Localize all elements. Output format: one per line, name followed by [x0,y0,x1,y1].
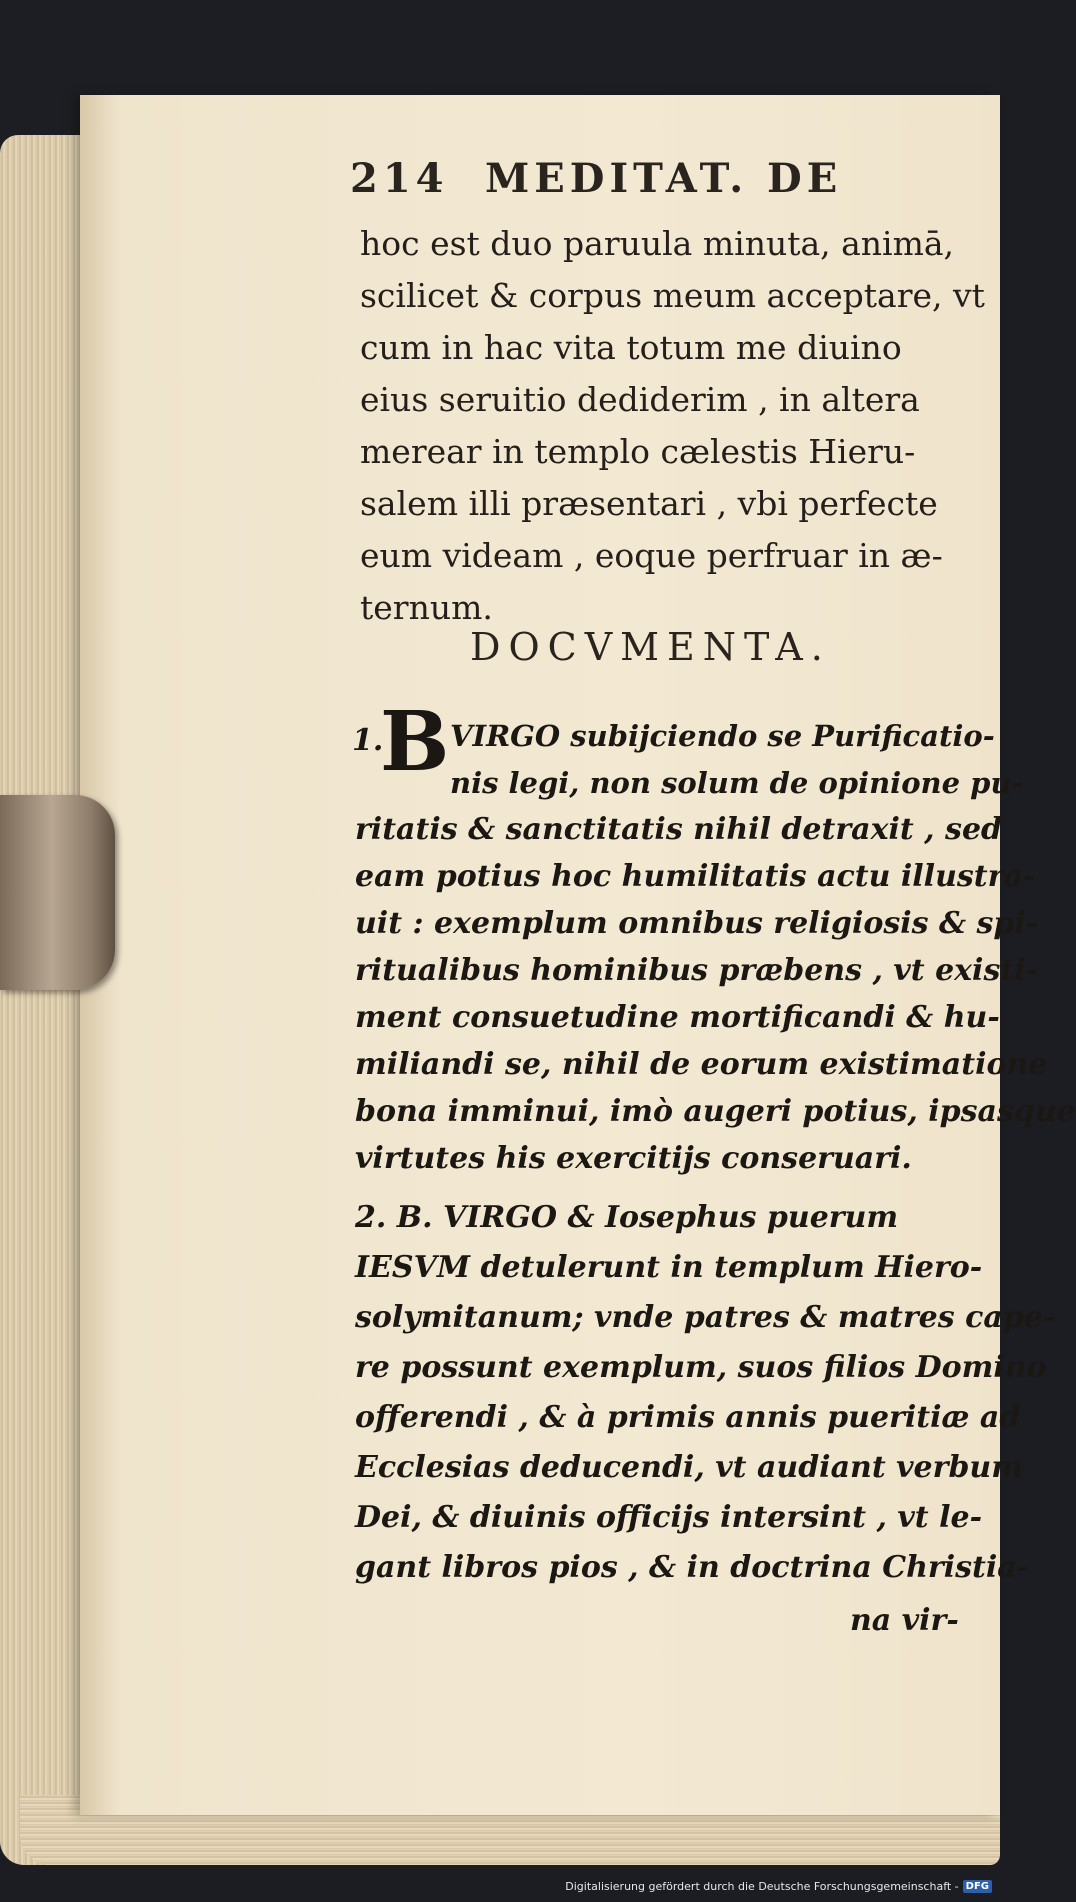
text-line: solymitanum; vnde patres & matres cape- [355,1300,1056,1335]
text-line: ritatis & sanctitatis nihil detraxit , sed [355,812,1003,847]
text-line: cum in hac vita totum me diuino [360,328,902,367]
text-line: miliandi se, nihil de eorum existimatione [355,1047,1048,1082]
catchword: na vir- [850,1603,959,1638]
page-number: 214 [350,155,449,202]
text-line: 2. B. VIRGO & Iosephus puerum [355,1200,899,1235]
text-line: uit : exemplum omnibus religiosis & spi- [355,906,1039,941]
drop-cap: B [380,694,450,790]
text-line: offerendi , & à primis annis pueritiæ ad [355,1400,1021,1435]
text-line: gant libros pios , & in doctrina Christia- [355,1550,1030,1585]
text-line: virtutes his exercitijs conseruari. [355,1141,912,1176]
text-line: Dei, & diuinis officijs intersint , vt le- [355,1500,983,1535]
text-line: eum videam , eoque perfruar in æ- [360,536,943,575]
item-number: 1. [352,723,384,758]
text-line: ritualibus hominibus præbens , vt existi- [355,953,1039,988]
text-line: hoc est duo paruula minuta, animā, [360,224,955,263]
text-line: merear in templo cælestis Hieru- [360,432,916,471]
page-clip [0,795,115,990]
text-line: IESVM detulerunt in templum Hiero- [355,1250,983,1285]
text-line: scilicet & corpus meum acceptare, vt [360,276,985,315]
text-line: nis legi, non solum de opinione pu- [450,766,1024,800]
text-line: re possunt exemplum, suos filios Domino [355,1350,1047,1385]
footer-text: Digitalisierung gefördert durch die Deutsche Forschungsgemeinschaft - [565,1879,959,1893]
text-line: bona imminui, imò augeri potius, ipsasque [355,1094,1076,1129]
running-title: MEDITAT. DE [485,155,843,202]
text-line: ternum. [360,588,493,627]
text-line: Ecclesias deducendi, vt audiant verbum [355,1450,1023,1485]
dfg-logo: DFG [963,1880,992,1893]
text-line: salem illi præsentari , vbi perfecte [360,484,938,523]
text-line: eam potius hoc humilitatis actu illustra- [355,859,1036,894]
digitization-footer [565,1876,992,1896]
running-header [350,155,870,205]
section-heading: DOCVMENTA. [470,625,831,669]
text-line: VIRGO subijciendo se Purificatio- [450,719,995,753]
text-line: ment consuetudine mortificandi & hu- [355,1000,1000,1035]
text-line: eius seruitio dediderim , in altera [360,380,920,419]
